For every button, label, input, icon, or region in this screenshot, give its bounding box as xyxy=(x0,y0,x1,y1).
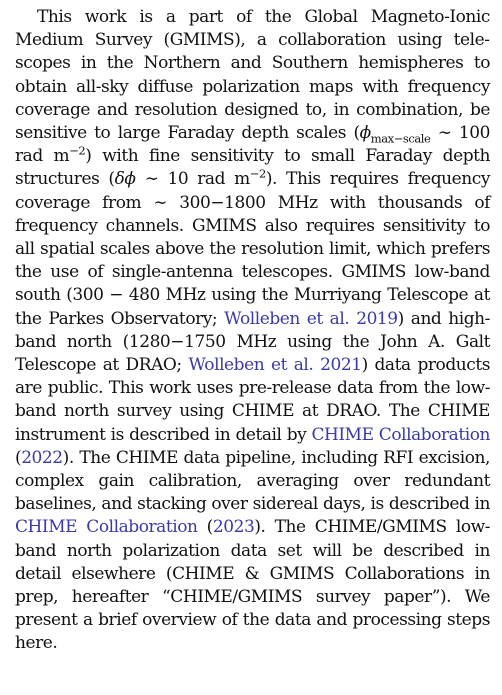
citation-link[interactable]: CHIME Collaboration xyxy=(15,517,198,538)
text-run: ) data products are public. This work uses pre-release data from the low-band north survey using CHIME at DRAO. The CHIME instrument is described in detail by xyxy=(15,355,490,445)
citation-year-link[interactable]: 2022 xyxy=(21,447,63,468)
text-run: ). The CHIME data pipeline, including RFI excision, complex gain calibration, averaging over redundant baselines, and stacking over sidereal days, is described in xyxy=(15,447,490,515)
citation-year-link[interactable]: 2023 xyxy=(212,517,255,538)
math-phi: ϕ xyxy=(359,123,371,144)
citation-link[interactable]: Wolleben et al. 2019 xyxy=(224,308,398,329)
text-run: ( xyxy=(197,517,213,538)
text-run: ∼ 10 rad m xyxy=(135,169,250,190)
text-run: ∼ 100 rad m xyxy=(15,123,490,167)
text-run: This work is a part of the Global Magneto-Ionic Medium Survey (GMIMS), a collaboration using telescopes in the Northern and Southern hemispheres to obtain all-sky diffuse polarization maps with frequency coverage and resolution designed to, in combination, be sensitive to large Faraday depth scales ( xyxy=(15,7,490,144)
citation-link[interactable]: Wolleben et al. 2021 xyxy=(188,355,362,376)
math-delta-phi: δϕ xyxy=(114,169,136,190)
body-paragraph xyxy=(15,6,490,656)
text-run: ). The CHIME/GMIMS low-band north polarization data set will be described in detail elsewhere (CHIME & GMIMS Collaborations in prep, hereafter “CHIME/GMIMS survey paper”). We present a brief overview of the data and processing steps here. xyxy=(15,517,490,654)
citation-link[interactable]: CHIME Collaboration xyxy=(311,424,490,445)
text-run: ( xyxy=(15,447,22,468)
text-run: ) and high-band north (1280−1750 MHz using the John A. Galt Telescope at DRAO; xyxy=(15,308,490,376)
math-exponent: −2 xyxy=(249,166,266,181)
math-exponent: −2 xyxy=(69,143,86,158)
math-subscript: max−scale xyxy=(370,131,431,146)
text-run: ). This requires frequency coverage from ∼ 300−1800 MHz with thousands of frequency channels. GMIMS also requires sensitivity to all spatial scales above the resolution limit, which prefers the use of single-antenna telescopes. GMIMS low-band south (300 − 480 MHz using the Murriyang Telescope at the Parkes Observatory; xyxy=(15,169,491,329)
text-run: ) with fine sensitivity to small Faraday depth structures ( xyxy=(15,146,491,190)
